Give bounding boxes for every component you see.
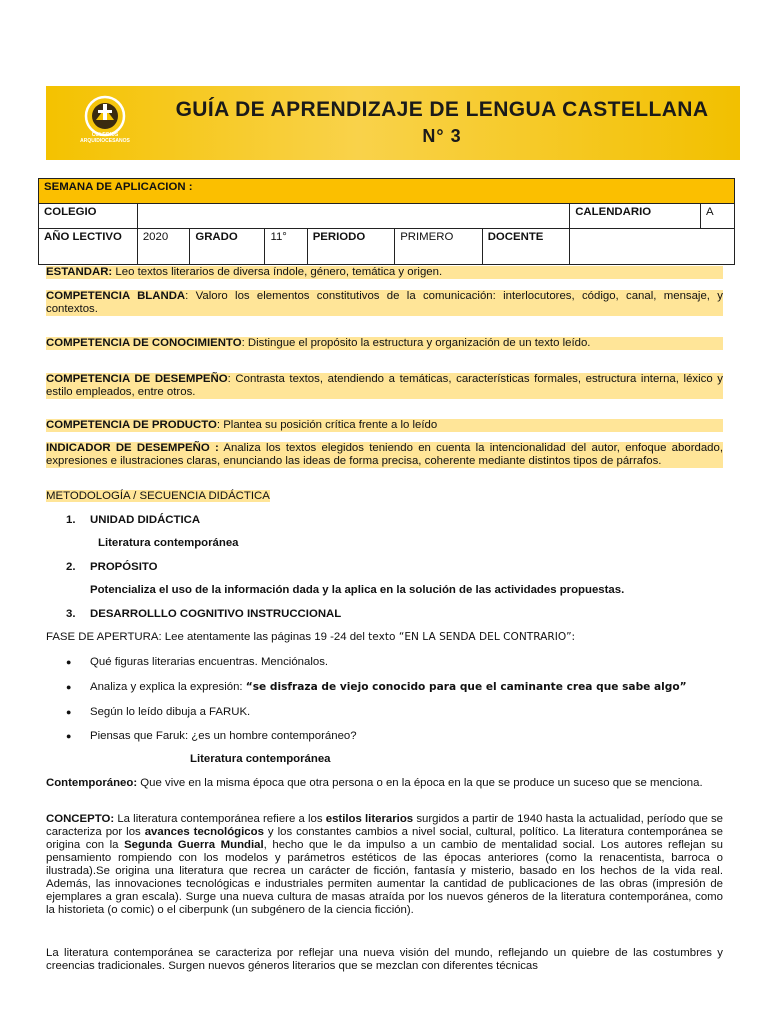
concepto-paragraph: CONCEPTO: La literatura contemporánea refiere a los estilos literarios surgidos a partir de 1940 hasta la actualidad, período que se caracteriza por los avances tecnológicos y los constantes cambios a nivel social, cultural, político. La literatura contemporánea se origina con la Segunda Guerra Mundial, hecho que le da impulso a un cambio de mentalidad social. Los autores reflejan su pensamiento rompiendo con los modelos y parámetros estéticos de las épocas anteriores (como la renacentista, barroca o ilustrada).Se origina una literatura que recrea un carácter de ficción, fantasía y misterio, basado en los hechos de la vida real. Además, las innovaciones tecnológicas e industriales permiten aumentar la cantidad de publicaciones de las obras (impresión de ejemplares a gran escala). Surge una nueva cultura de masas atraída por los nuevos géneros de la literatura contemporánea, como la historieta (o comic) o el ciberpunk (un subgénero de la ciencia ficción).	[46, 813, 723, 916]
page-title: GUÍA DE APRENDIZAJE DE LENGUA CASTELLANA	[175, 98, 709, 121]
last-paragraph: La literatura contemporánea se caracteriza por reflejar una nueva visión del mundo, reflejando un quiebre de las costumbres y creencias tradicionales. Surgen nuevos géneros literarios que se mezclan con diferentes técnicas	[46, 947, 723, 972]
calendario-label: CALENDARIO	[570, 204, 701, 229]
bullet-1: Qué figuras literarias encuentras. Menciónalos.	[90, 656, 329, 668]
item-1-number: 1.	[66, 514, 76, 526]
item-1-title: UNIDAD DIDÁCTICA	[90, 514, 201, 526]
bullet-4: Piensas que Faruk: ¿es un hombre contemporáneo?	[90, 730, 357, 742]
item-2-sub: Potencializa el uso de la información dada y la aplica en la solución de las actividades propuestas.	[90, 584, 625, 596]
periodo-value: PRIMERO	[395, 229, 483, 265]
item-1-sub: Literatura contemporánea	[98, 537, 239, 549]
ano-lectivo-label: AÑO LECTIVO	[39, 229, 138, 265]
bullet-dot-icon: ●	[66, 731, 72, 741]
bullet-dot-icon: ●	[66, 657, 72, 667]
item-2-title: PROPÓSITO	[90, 561, 158, 573]
semana-label: SEMANA DE APLICACION :	[39, 179, 735, 204]
item-3-title: DESARROLLLO COGNITIVO INSTRUCCIONAL	[90, 608, 342, 620]
periodo-label: PERIODO	[307, 229, 395, 265]
fase-apertura: FASE DE APERTURA: Lee atentamente las páginas 19 -24 del texto “EN LA SENDA DEL CONTRARIO”:	[46, 631, 576, 643]
calendario-value: A	[700, 204, 734, 229]
docente-label: DOCENTE	[482, 229, 570, 265]
bullet-3: Según lo leído dibuja a FARUK.	[90, 706, 251, 718]
colegio-label: COLEGIO	[39, 204, 138, 229]
guide-number: N° 3	[422, 126, 462, 146]
item-3-number: 3.	[66, 608, 76, 620]
bullet-2: Analiza y explica la expresión: “se disfraza de viejo conocido para que el caminante crea que sabe algo”	[90, 681, 687, 693]
competencia-producto: COMPETENCIA DE PRODUCTO: Plantea su posición crítica frente a lo leído	[46, 419, 723, 432]
competencia-blanda: COMPETENCIA BLANDA: Valoro los elementos constitutivos de la comunicación: interlocutores, código, canal, mensaje, y contextos.	[46, 290, 723, 315]
indicador-desempeno: INDICADOR DE DESEMPEÑO : Analiza los textos elegidos teniendo en cuenta la intencionalidad del autor, enfoque abordado, expresiones e ilustraciones claras, enunciando las ideas de forma precisa, coherente mediante distintos tipos de párrafos.	[46, 442, 723, 467]
bullet-dot-icon: ●	[66, 707, 72, 717]
contemporaneo-definition: Contemporáneo: Que vive en la misma época que otra persona o en la época en la que se produce un suceso que se menciona.	[46, 777, 703, 789]
competencia-desempeno: COMPETENCIA DE DESEMPEÑO: Contrasta textos, atendiendo a temáticas, características formales, estructura interna, léxico y estilo empleados, entre otros.	[46, 373, 723, 398]
estandar: ESTANDAR: Leo textos literarios de diversa índole, género, temática y origen.	[46, 266, 723, 279]
colegio-value	[137, 204, 569, 229]
bullet-dot-icon: ●	[66, 682, 72, 692]
grado-value: 11°	[265, 229, 307, 265]
info-table	[38, 178, 735, 265]
item-2-number: 2.	[66, 561, 76, 573]
ano-lectivo-value: 2020	[137, 229, 190, 265]
header-banner	[46, 86, 740, 160]
competencia-conocimiento: COMPETENCIA DE CONOCIMIENTO: Distingue el propósito la estructura y organización de un texto leído.	[46, 337, 723, 350]
logo-text: COLEGIOS ARQUIDIOCESANOS	[80, 132, 130, 144]
metodologia-heading: METODOLOGÍA / SECUENCIA DIDÁCTICA	[46, 490, 270, 502]
grado-label: GRADO	[190, 229, 265, 265]
section-title: Literatura contemporánea	[190, 753, 331, 765]
school-crest-icon	[74, 94, 136, 154]
docente-value	[570, 229, 735, 265]
